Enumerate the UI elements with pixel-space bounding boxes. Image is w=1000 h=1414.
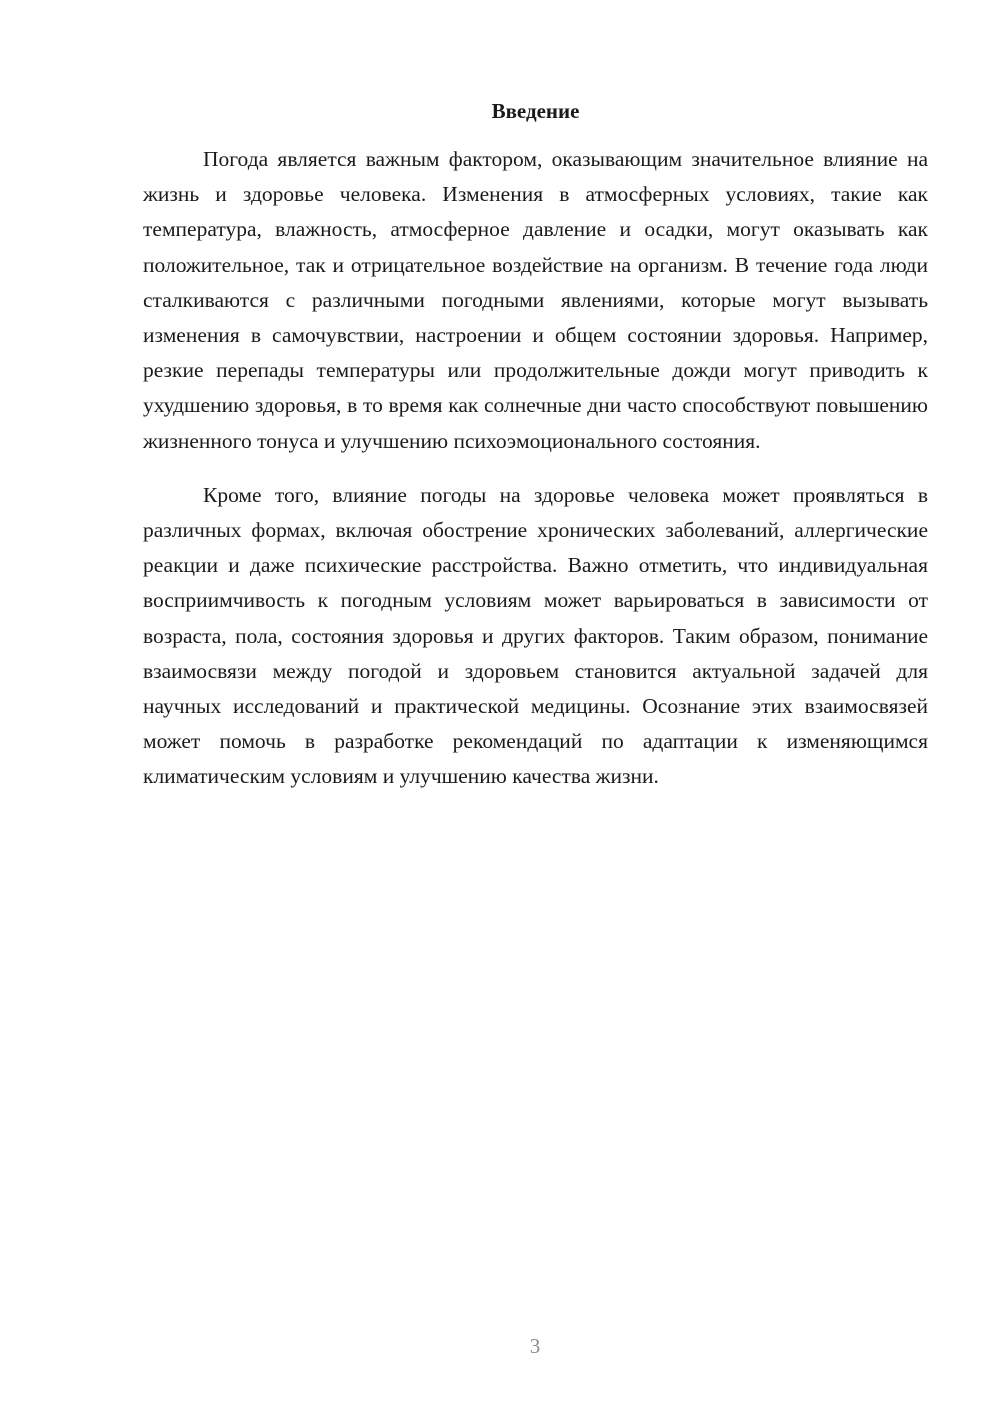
paragraph-1: Погода является важным фактором, оказывающим значительное влияние на жизнь и здоровье человека. Изменения в атмосферных условиях, такие как температура, влажность, атмосферное давление и осадки, могут оказывать как положительное, так и отрицательное воздействие на организм. В течение года люди сталкиваются с различными погодными явлениями, которые могут вызывать изменения в самочувствии, настроении и общем состоянии здоровья. Например, резкие перепады температуры или продолжительные дожди могут приводить к ухудшению здоровья, в то время как солнечные дни часто способствуют повышению жизненного тонуса и улучшению психоэмоционального состояния. [143, 147, 928, 453]
page-content [143, 94, 928, 795]
section-title: Введение [491, 99, 580, 123]
paragraph-2: Кроме того, влияние погоды на здоровье человека может проявляться в различных формах, включая обострение хронических заболеваний, аллергические реакции и даже психические расстройства. Важно отметить, что индивидуальная восприимчивость к погодным условиям может варьироваться в зависимости от возраста, пола, состояния здоровья и других факторов. Таким образом, понимание взаимосвязи между погодой и здоровьем становится актуальной задачей для научных исследований и практической медицины. Осознание этих взаимосвязей может помочь в разработке рекомендаций по адаптации к изменяющимся климатическим условиям и улучшению качества жизни. [143, 482, 928, 789]
page-number: 3 [529, 1334, 541, 1358]
